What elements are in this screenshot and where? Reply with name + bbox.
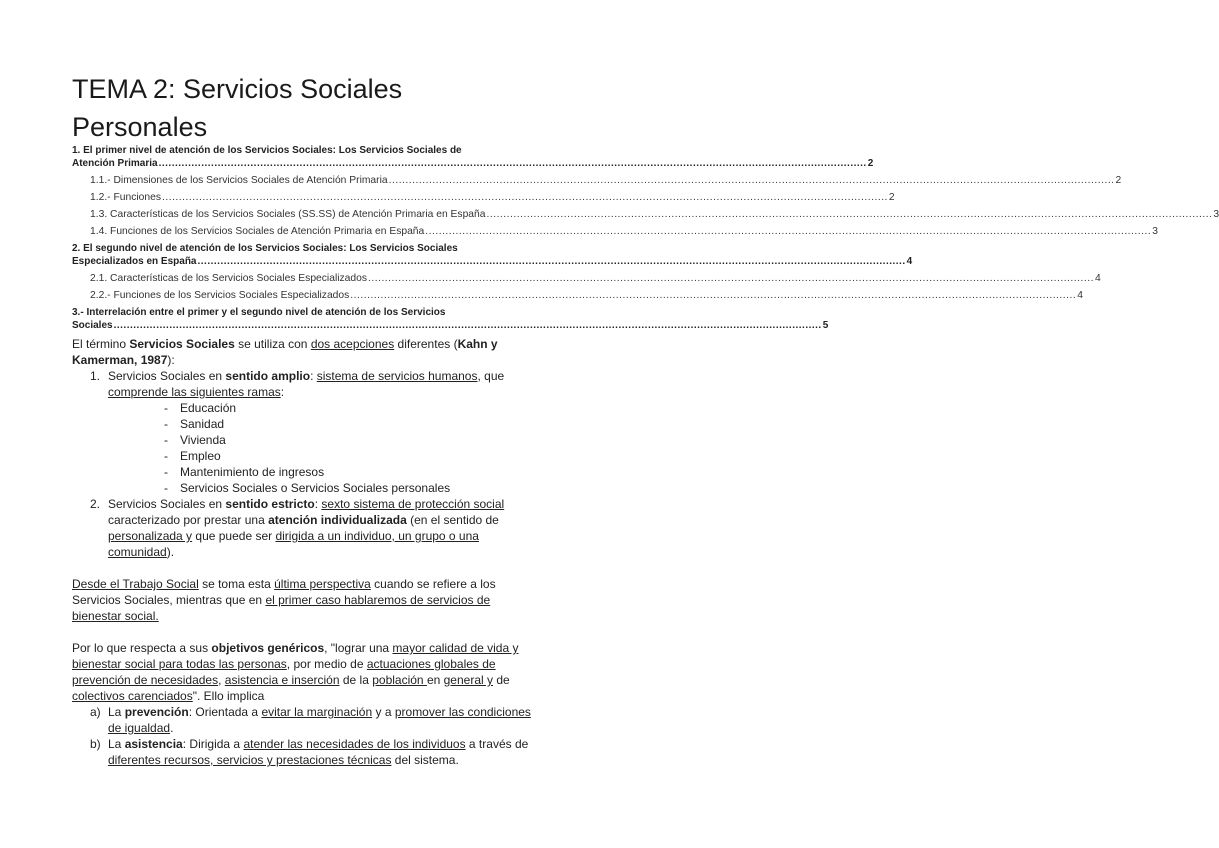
underlined-term: dirigida a un individuo, un grupo o una comunidad	[108, 529, 479, 559]
list-item: - Educación	[108, 400, 532, 416]
text: ):	[167, 353, 175, 367]
text: Servicios Sociales en	[108, 369, 226, 383]
toc-page-number: 5	[822, 320, 829, 331]
text: :	[280, 385, 285, 399]
toc-item-2-line1[interactable]: 2. El segundo nivel de atención de los Servicios Sociales: Los Servicios Sociales	[72, 243, 458, 254]
text: La	[108, 705, 125, 719]
toc-leader	[368, 272, 1094, 285]
text: Por lo que respecta a sus	[72, 641, 212, 655]
toc-page-number: 4	[1094, 273, 1101, 284]
underlined-term: sexto sistema de protección social	[321, 497, 505, 511]
text: El término	[72, 337, 130, 351]
document-body	[72, 336, 532, 768]
text: en	[426, 673, 444, 687]
underlined-term: el primer caso hablaremos de servicios de bienestar social.	[72, 593, 491, 623]
toc-item-2[interactable]	[72, 255, 913, 268]
list-letter: a)	[90, 705, 101, 719]
underlined-term: sistema de servicios humanos	[316, 369, 478, 383]
toc-item-2-line2: Especializados en España	[72, 256, 197, 267]
underlined-term: dos acepciones	[310, 337, 395, 351]
toc-leader	[425, 225, 1151, 238]
bold-term: sentido amplio	[225, 369, 311, 383]
text: La	[108, 737, 125, 751]
text: :	[310, 369, 317, 383]
underlined-term: comprende las siguientes ramas	[108, 385, 281, 399]
list-item: - Sanidad	[108, 416, 532, 432]
list-item	[72, 368, 532, 496]
text: : Orientada a	[188, 705, 262, 719]
list-item: - Mantenimiento de ingresos	[108, 464, 532, 480]
toc-item-label: 1.2.- Funciones	[90, 192, 161, 203]
underlined-term: actuaciones globales de prevención de necesidades	[72, 657, 496, 687]
text: .	[170, 721, 174, 735]
underlined-term: última perspectiva	[274, 577, 371, 591]
bold-term: prevención	[124, 705, 189, 719]
text: diferentes (	[394, 337, 458, 351]
toc-leader	[486, 208, 1212, 221]
list-item	[72, 496, 532, 560]
toc-leader	[114, 319, 822, 332]
document-title: TEMA 2: Servicios Sociales Personales	[72, 74, 403, 142]
underlined-term: colectivos carenciados	[72, 689, 193, 703]
list-item: - Servicios Sociales o Servicios Sociales personales	[108, 480, 532, 496]
text: y a	[372, 705, 395, 719]
underlined-term: asistencia e inserción	[224, 673, 340, 687]
text: cuando se refiere a los Servicios Sociales, mientras que en	[72, 577, 496, 607]
list-item: - Empleo	[108, 448, 532, 464]
text: , "lograr una	[324, 641, 393, 655]
toc-item-1-1[interactable]	[72, 174, 1122, 187]
table-of-contents	[72, 142, 1219, 332]
toc-item-label: 2.2.- Funciones de los Servicios Sociales Especializados	[90, 290, 350, 301]
toc-leader	[162, 191, 888, 204]
toc-item-3[interactable]	[72, 319, 829, 332]
toc-item-1-2[interactable]	[72, 191, 895, 204]
underlined-term: evitar la marginación	[261, 705, 373, 719]
toc-item-1-line1[interactable]: 1. El primer nivel de atención de los Servicios Sociales: Los Servicios Sociales de	[72, 145, 462, 156]
text: caracterizado por prestar una	[108, 513, 269, 527]
underlined-term: promover las condiciones de igualdad	[108, 705, 531, 735]
toc-page-number: 2	[888, 192, 895, 203]
text: se toma esta	[198, 577, 275, 591]
text: ).	[166, 545, 175, 559]
toc-leader	[198, 255, 906, 268]
underlined-term: personalizada y	[108, 529, 193, 543]
underlined-term: población	[372, 673, 427, 687]
text: a través de	[465, 737, 529, 751]
toc-item-1[interactable]	[72, 157, 874, 170]
toc-item-1-3[interactable]	[72, 208, 1219, 221]
toc-item-label: 1.4. Funciones de los Servicios Sociales de Atención Primaria en España	[90, 226, 425, 237]
toc-leader	[389, 174, 1115, 187]
underlined-term: atender las necesidades de los individuos	[243, 737, 466, 751]
toc-leader	[159, 157, 867, 170]
toc-item-label: 1.3. Características de los Servicios Sociales (SS.SS) de Atención Primaria en España	[90, 209, 486, 220]
toc-page-number: 2	[1115, 175, 1122, 186]
text: , que	[477, 369, 505, 383]
perspective-paragraph	[72, 576, 532, 624]
toc-page-number: 2	[867, 158, 874, 169]
bold-term: asistencia	[124, 737, 183, 751]
list-letter: b)	[90, 737, 101, 751]
toc-page-number: 3	[1213, 209, 1219, 220]
toc-item-label: 1.1.- Dimensiones de los Servicios Sociales de Atención Primaria	[90, 175, 388, 186]
meanings-list	[72, 368, 532, 560]
list-item	[72, 704, 532, 736]
bold-term: objetivos genéricos	[211, 641, 325, 655]
underlined-term: Desde el Trabajo Social	[72, 577, 199, 591]
toc-item-2-2[interactable]	[72, 289, 1083, 302]
bold-term: Servicios Sociales	[129, 337, 235, 351]
text: de la	[339, 673, 373, 687]
text: :	[314, 497, 322, 511]
toc-item-1-4[interactable]	[72, 225, 1158, 238]
toc-leader	[350, 289, 1076, 302]
toc-page-number: 4	[1077, 290, 1083, 301]
toc-item-label: 2.1. Características de los Servicios Sociales Especializados	[90, 273, 367, 284]
list-number: 1.	[90, 369, 101, 383]
text: (en el sentido de	[406, 513, 499, 527]
objectives-paragraph	[72, 640, 532, 704]
list-item: - Vivienda	[108, 432, 532, 448]
text: ,	[218, 673, 225, 687]
bold-term: sentido estricto	[225, 497, 315, 511]
text: de	[493, 673, 510, 687]
toc-page-number: 3	[1152, 226, 1158, 237]
bold-term: atención individualizada	[268, 513, 407, 527]
underlined-term: diferentes recursos, servicios y prestaciones técnicas	[108, 753, 392, 767]
text: , por medio de	[286, 657, 367, 671]
intro-paragraph	[72, 336, 532, 368]
text: ". Ello implica	[192, 689, 265, 703]
toc-item-3-line1[interactable]: 3.- Interrelación entre el primer y el segundo nivel de atención de los Servicios	[72, 307, 446, 318]
list-item	[72, 736, 532, 768]
text: del sistema.	[391, 753, 459, 767]
text: que puede ser	[192, 529, 276, 543]
underlined-term: general y	[443, 673, 493, 687]
toc-item-1-line2: Atención Primaria	[72, 158, 158, 169]
citation: Kahn y Kamerman, 1987	[72, 337, 498, 367]
toc-page-number: 4	[906, 256, 913, 267]
underlined-term: mayor calidad de vida y bienestar social para todas las personas	[72, 641, 519, 671]
text: : Dirigida a	[182, 737, 244, 751]
toc-item-2-1[interactable]	[72, 272, 1101, 285]
text: Servicios Sociales en	[108, 497, 226, 511]
branches-list	[108, 400, 532, 496]
toc-item-3-line2: Sociales	[72, 320, 113, 331]
list-number: 2.	[90, 497, 101, 511]
implications-list	[72, 704, 532, 768]
text: se utiliza con	[234, 337, 311, 351]
